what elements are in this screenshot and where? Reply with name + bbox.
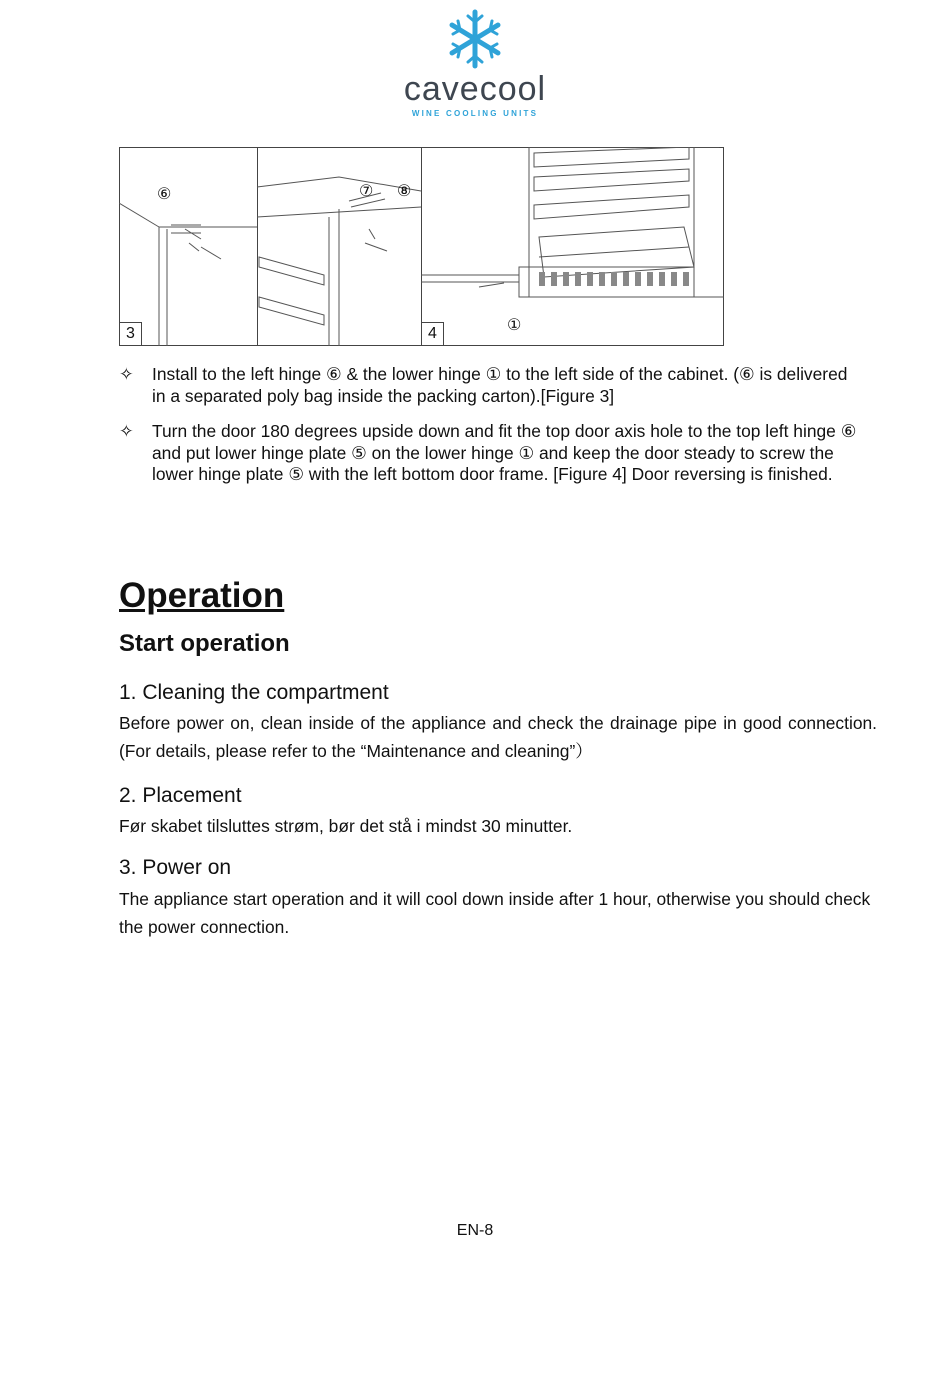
page-number: EN-8 <box>456 1222 494 1239</box>
callout-8: ⑧ <box>397 183 412 200</box>
figure-3-label: 3 <box>126 325 135 342</box>
callout-1: ① <box>507 317 522 334</box>
door-reversing-instructions <box>119 364 859 500</box>
instruction-text: Turn the door 180 degrees upside down and fit the top door axis hole to the top left hinge ⑥ and put lower hinge plate ⑤ on the lower hinge ① and keep the door steady to screw the lower hinge plate ⑤ with the left bottom door frame. [Figure 4] Door reversing is finished. <box>152 421 857 484</box>
callout-6: ⑥ <box>157 186 172 203</box>
hinge-figure <box>119 147 724 346</box>
step-body-cleaning: Before power on, clean inside of the appliance and check the drainage pipe in good connection. (For details, please refer to the “Maintenance and cleaning”） <box>119 713 877 761</box>
star-bullet-icon: ✧ <box>119 364 134 384</box>
instruction-text: Install to the left hinge ⑥ & the lower hinge ① to the left side of the cabinet. (⑥ is delivered in a separated poly bag inside the packing carton).[Figure 3] <box>152 364 848 406</box>
brand-name: cavecool <box>403 70 547 108</box>
section-title: Operation <box>119 576 285 615</box>
hinge-diagram <box>119 147 724 346</box>
brand-tagline: WINE COOLING UNITS <box>411 109 539 118</box>
instruction-item <box>119 421 859 486</box>
step-heading-cleaning: 1. Cleaning the compartment <box>119 681 389 704</box>
star-bullet-icon: ✧ <box>119 421 134 441</box>
step-heading-power: 3. Power on <box>119 856 232 879</box>
snowflake-icon <box>447 8 503 70</box>
step-heading-placement: 2. Placement <box>119 784 242 807</box>
subsection-title: Start operation <box>119 630 290 657</box>
instruction-item <box>119 364 859 407</box>
step-body-power: The appliance start operation and it will cool down inside after 1 hour, otherwise you should check the power connection. <box>119 889 871 937</box>
step-body-placement: Før skabet tilsluttes strøm, bør det stå i mindst 30 minutter. <box>119 816 573 836</box>
brand-logo <box>355 6 595 118</box>
callout-7: ⑦ <box>359 183 374 200</box>
figure-4-label: 4 <box>428 325 437 342</box>
